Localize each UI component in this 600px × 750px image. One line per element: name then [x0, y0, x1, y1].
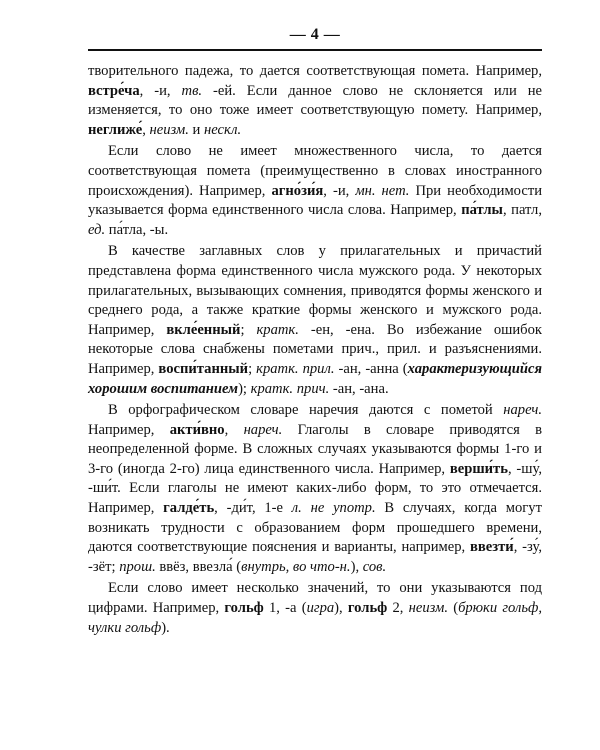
- grammatical-mark: сов.: [362, 558, 387, 575]
- grammatical-mark: нареч.: [503, 402, 542, 419]
- headword: гольф: [347, 600, 388, 617]
- grammatical-mark: неизм.: [408, 600, 448, 617]
- text-run: ).: [161, 619, 170, 636]
- text-run: , -и,: [139, 82, 182, 99]
- text-run: В случаях, когда могут возникать трудности с образованием форм прошедшего времени, даются соответствующие пояснения и варианты, например,: [88, 500, 542, 556]
- grammatical-mark: игра: [306, 600, 335, 617]
- grammatical-mark: л. не употр.: [291, 500, 376, 517]
- text-run: па́тла, -ы.: [105, 221, 169, 238]
- grammatical-mark: брюки гольф, чулки гольф: [88, 600, 542, 636]
- headword: верши́ть: [449, 460, 508, 477]
- text-run: -ан, -ана.: [329, 380, 389, 397]
- text-run: , -и,: [323, 182, 356, 199]
- headword: акти́вно: [169, 421, 225, 438]
- text-run: -ей. Если данное слово не склоняется или не изменяется, то оно тоже имеет соответствующую помету. Например,: [88, 82, 542, 119]
- text-run: );: [238, 380, 251, 397]
- grammatical-mark: кратк. прич.: [250, 380, 330, 397]
- text-run: В качестве заглавных слов у прилагательных и причастий представлена форма единственного числа мужского рода. У некоторых прилагательных, вызывающих сомнения, приводятся формы женского и среднего рода, а также краткие формы женского и мужского рода. Например,: [88, 243, 542, 338]
- headword: гольф: [224, 600, 264, 617]
- grammatical-mark: прош.: [119, 558, 156, 575]
- headword: па́тлы: [461, 202, 503, 219]
- text-run: 2,: [387, 600, 409, 617]
- text-run: ,: [142, 121, 150, 138]
- text-run: , патл,: [502, 202, 542, 219]
- explanation: характеризующийся хорошим воспитанием: [88, 360, 542, 397]
- paragraph: [88, 62, 542, 140]
- grammatical-mark: внутрь, во что-н.: [241, 558, 351, 575]
- text-run: творительного падежа, то дается соответствующая помета. Например,: [88, 63, 542, 79]
- text-run: ввёз, ввезла́ (: [155, 558, 242, 575]
- text-run: ),: [334, 600, 348, 617]
- headword: встре́ча: [88, 82, 140, 99]
- headword: неглиже́: [88, 121, 143, 138]
- text-run: ;: [240, 321, 257, 338]
- grammatical-mark: нескл.: [203, 121, 242, 138]
- text-run: В орфографическом словаре наречия даются с пометой: [108, 402, 504, 419]
- text-run: Если слово не имеет множественного числа, то дается соответствующая помета (преимущественно в словах иностранного происхождения). Например,: [88, 143, 542, 199]
- grammatical-mark: нареч.: [243, 421, 283, 438]
- headword: агно́зи́я: [271, 182, 324, 199]
- text-run: -ан, -анна (: [334, 360, 408, 377]
- text-run: (: [447, 600, 459, 617]
- paragraph: [88, 579, 542, 638]
- header-rule: [88, 49, 542, 51]
- text-run: ;: [248, 360, 257, 377]
- text-run: 1, -а (: [263, 600, 307, 617]
- text-run: , -зу́, -зёт;: [88, 539, 542, 575]
- paragraph: [88, 401, 542, 577]
- paragraph: [88, 142, 542, 240]
- text-run: , -шу́, -ши́т. Если глаголы не имеют каких-либо форм, то это отмечается. Например,: [88, 460, 542, 517]
- text-run: Если слово имеет несколько значений, то они указываются под цифрами. Например,: [88, 580, 542, 617]
- text-run: ,: [224, 421, 244, 438]
- body-text: [88, 62, 542, 640]
- headword: ввезти́: [470, 539, 514, 556]
- text-run: и: [188, 121, 204, 138]
- headword: воспи́танный: [158, 360, 249, 377]
- headword: галде́ть: [163, 500, 215, 517]
- grammatical-mark: ед.: [88, 221, 106, 238]
- page-number: — 4 —: [289, 26, 341, 43]
- grammatical-mark: кратк. прил.: [256, 360, 335, 377]
- grammatical-mark: мн. нет.: [355, 182, 410, 199]
- text-run: Например,: [88, 421, 170, 438]
- text-run: , -ди́т, 1-е: [214, 500, 292, 517]
- text-run: -ен, -ена. Во избежание ошибок некоторые слова снабжены пометами прич., прил. и разъяснениями. Например,: [88, 321, 542, 377]
- text-run: Глаголы в словаре приводятся в неопределенной форме. В сложных случаях указываются формы 1-го и 3-го (иногда 2-го) лица единственного числа. Например,: [88, 421, 543, 477]
- paragraph: [88, 242, 542, 399]
- text-run: ),: [350, 558, 363, 575]
- grammatical-mark: неизм.: [149, 121, 189, 138]
- text-run: При необходимости указывается форма единственного числа слова. Например,: [88, 182, 543, 219]
- grammatical-mark: тв.: [181, 82, 203, 99]
- page-header: [88, 26, 542, 50]
- grammatical-mark: кратк.: [256, 321, 299, 338]
- headword: вкле́енный: [166, 321, 241, 338]
